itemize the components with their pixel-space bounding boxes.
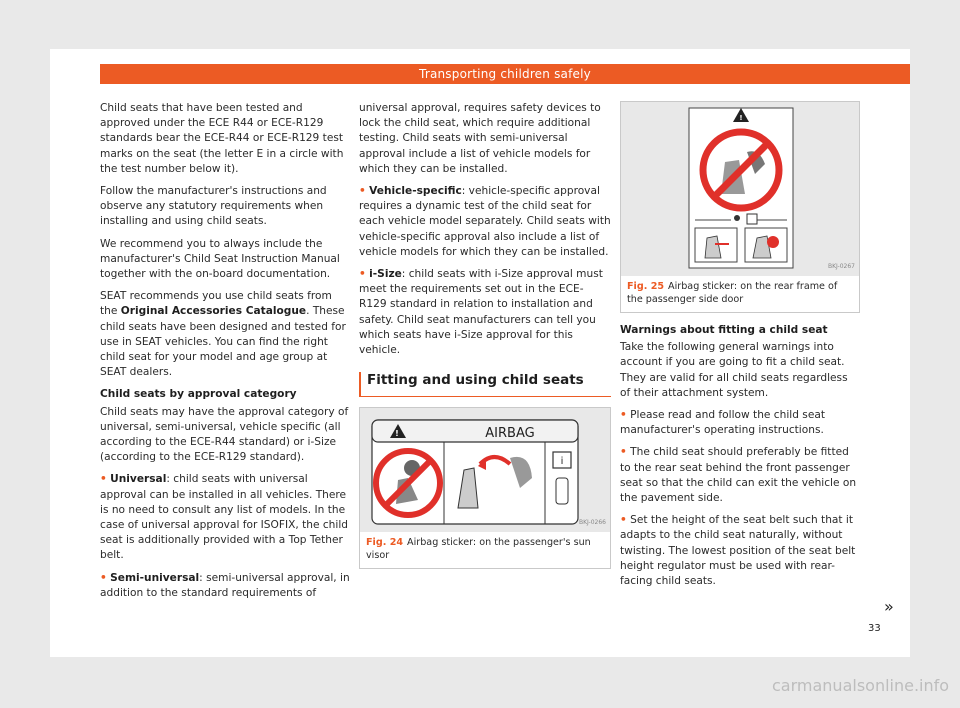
bullet-item	[359, 267, 611, 358]
bullet-item	[100, 472, 350, 563]
section-title: Fitting and using child seats	[359, 372, 611, 397]
bullet-item	[359, 184, 611, 260]
page-number: 33	[868, 623, 881, 634]
bullet-icon: •	[620, 514, 627, 527]
bullet-icon: •	[359, 185, 366, 198]
caption-text: Airbag sticker: on the passenger's sun visor	[366, 537, 591, 562]
paragraph: universal approval, requires safety devices to lock the child seat, which require additional testing. Child seats with semi-universal approval include a list of vehicle models for which they can be installed.	[359, 102, 601, 175]
caption-text: Airbag sticker: on the rear frame of the passenger side door	[627, 281, 838, 305]
paragraph: Child seats may have the approval category of universal, semi-universal, vehicle specific (all according to the ECE-R44 standard) or i-Size (according to the ECE-R129 standard).	[100, 405, 349, 464]
next-page-icon[interactable]: »	[884, 597, 894, 616]
bullet-item	[100, 571, 350, 601]
bullet-item	[620, 513, 860, 589]
text: SEAT recommends you use child seats from the	[100, 290, 332, 318]
text: : child seats with i-Size approval must meet the requirements set out in the ECE-R129 standard in relation to installation and safety. Child seat manufacturers can tell you which seats have i-Size approval for this vehicle.	[359, 268, 603, 357]
figure-24	[359, 407, 611, 569]
catalogue-link-text: Original Accessories Catalogue	[120, 305, 307, 318]
text: : child seats with universal approval can be installed in all vehicles. There is no need to consult any list of models. In the case of universal approval for ISOFIX, the child seat is additionally provided with a Top Tether belt.	[100, 473, 348, 562]
door-sticker-drawing	[621, 102, 861, 276]
watermark: carmanualsonline.info	[772, 676, 950, 695]
figure-number: Fig. 25	[627, 281, 665, 292]
text: : semi-universal approval, in addition to the standard requirements of	[100, 571, 350, 599]
bullet-icon: •	[100, 571, 107, 584]
paragraph: Take the following general warnings into account if you are going to fit a child seat. They are valid for all child seats regardless of their attachment system.	[620, 341, 848, 399]
svg-text:i: i	[560, 456, 564, 468]
bullet-icon: •	[620, 446, 627, 459]
svg-text:!: !	[739, 114, 743, 122]
manual-page	[50, 49, 910, 657]
text: . These child seats have been designed and tested for use in SEAT vehicles. You can find the right child seat for your model and age group at SEAT dealers.	[100, 305, 346, 379]
bullet-item	[620, 445, 860, 506]
column-1	[100, 101, 350, 608]
text: Set the height of the seat belt such that it adapts to the child seat naturally, without twisting. The lowest position of the seat belt height regulator must be used with rear-facing child seats.	[620, 514, 856, 588]
figure-caption	[621, 276, 859, 312]
paragraph: We recommend you to always include the manufacturer's Child Seat Instruction Manual together with the on-board documentation.	[100, 237, 340, 281]
figure-code: BKJ-0266	[578, 519, 606, 527]
paragraph: Child seats that have been tested and approved under the ECE R44 or ECE-R129 standards bear the ECE-R44 or ECE-R129 test marks on the seat (the letter E in a circle with the test number below it).	[100, 102, 344, 175]
door-sticker-image	[621, 102, 859, 276]
bullet-icon: •	[359, 268, 366, 281]
term: i-Size	[369, 268, 402, 281]
page-header: Transporting children safely	[100, 64, 910, 84]
column-3	[620, 101, 860, 596]
paragraph	[100, 289, 350, 380]
airbag-sticker-image	[360, 408, 610, 532]
bullet-icon: •	[620, 409, 627, 422]
airbag-label: AIRBAG	[485, 426, 535, 442]
term: Vehicle-specific	[369, 185, 462, 198]
term: Semi-universal	[110, 571, 200, 584]
column-2	[359, 101, 611, 575]
figure-caption	[360, 532, 610, 568]
subheading: Warnings about fitting a child seat	[620, 324, 828, 336]
svg-text:!: !	[395, 429, 399, 439]
text: Please read and follow the child seat manufacturer's operating instructions.	[620, 409, 825, 437]
bullet-item	[620, 408, 860, 438]
text: The child seat should preferably be fitted to the rear seat behind the front passenger seat so that the child can exit the vehicle on the pavement side.	[620, 446, 857, 505]
subheading: Child seats by approval category	[100, 388, 297, 401]
text: : vehicle-specific approval requires a dynamic test of the child seat for each vehicle model separately. Child seats with vehicle-specific approval also include a list of vehicle models for which they can be installed.	[359, 185, 611, 258]
airbag-sticker-drawing	[360, 408, 610, 532]
figure-25	[620, 101, 860, 313]
paragraph: Follow the manufacturer's instructions and observe any statutory requirements when installing and using child seats.	[100, 185, 327, 228]
figure-code: BKJ-0267	[827, 262, 855, 270]
term: Universal	[110, 473, 167, 486]
figure-number: Fig. 24	[366, 537, 404, 549]
bullet-icon: •	[100, 473, 107, 486]
